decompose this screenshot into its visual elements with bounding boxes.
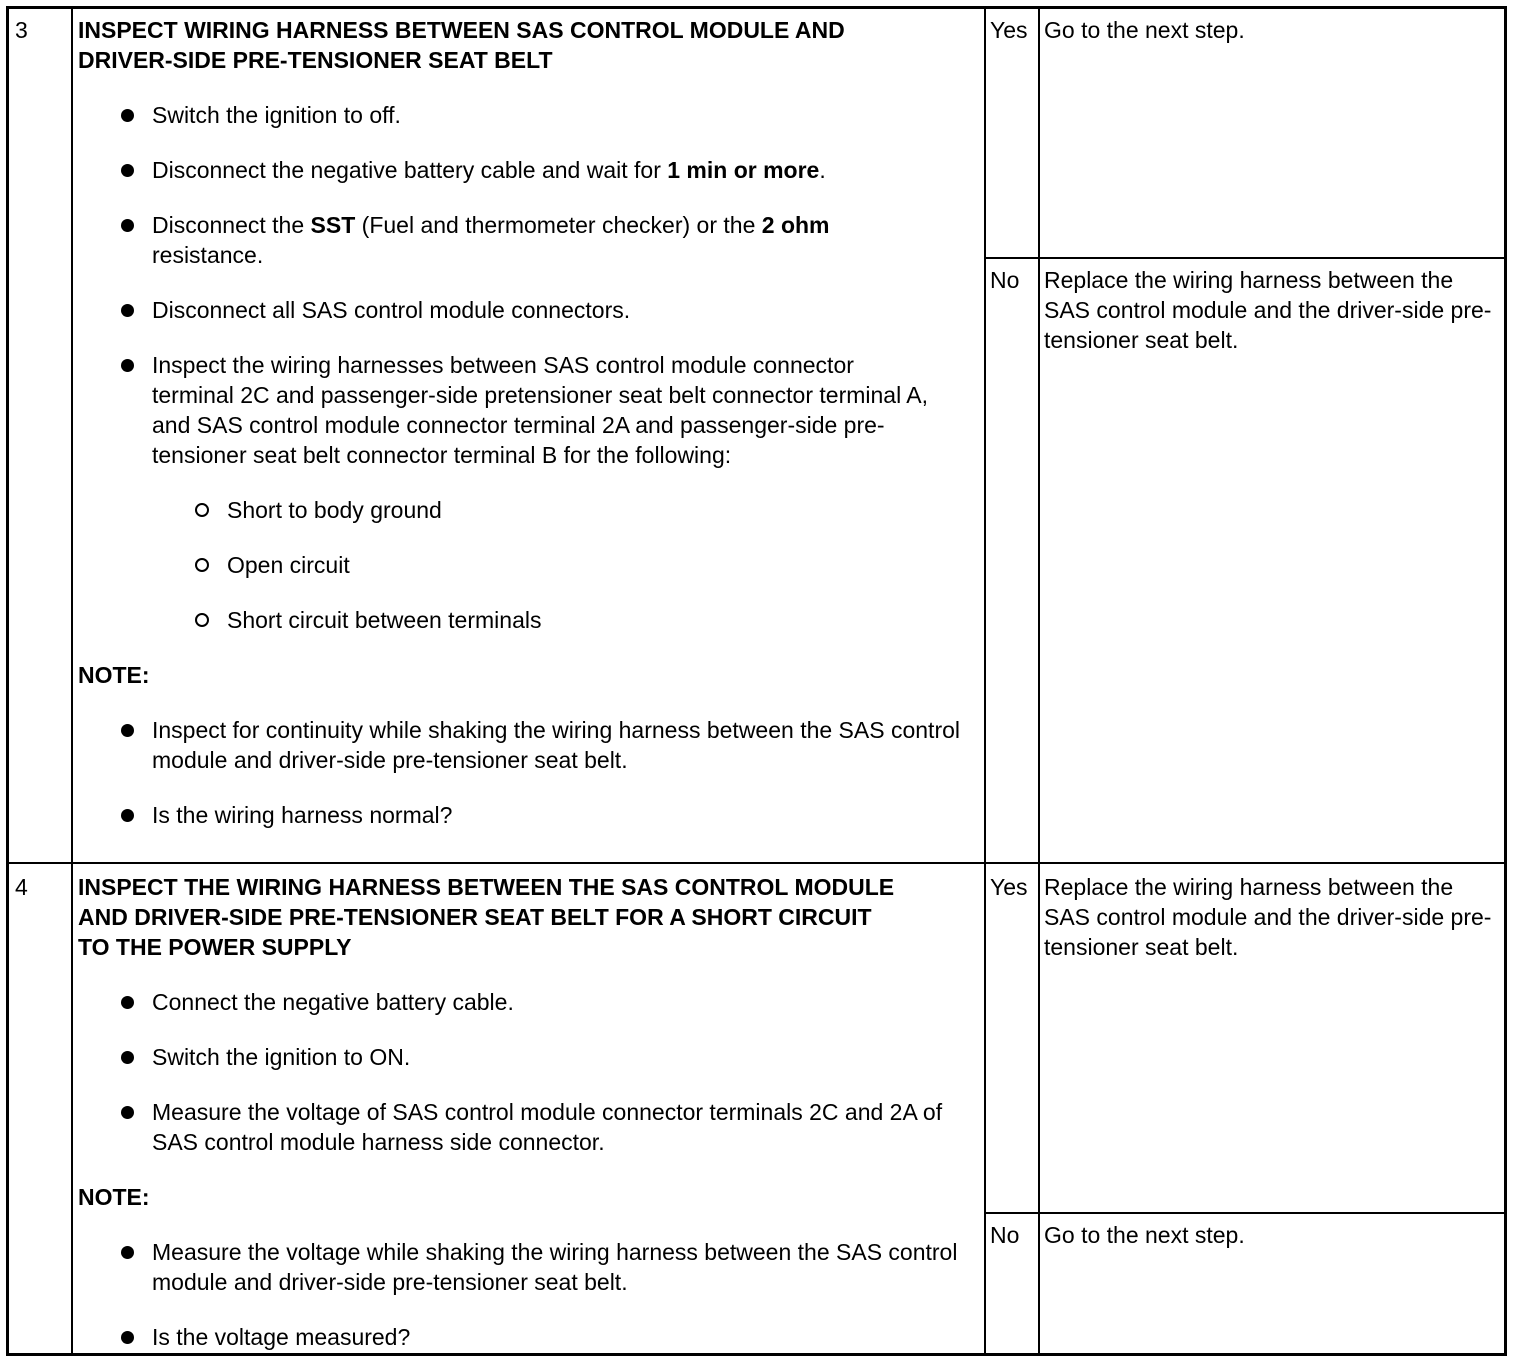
- emphasis-text: 1 min or more: [667, 157, 820, 183]
- list-item-text: .: [819, 157, 826, 183]
- step-number: 3: [15, 17, 28, 43]
- bullet-icon: [121, 109, 134, 122]
- circle-bullet-icon: [195, 503, 209, 517]
- emphasis-text: SST: [310, 212, 356, 238]
- step-3-content: [78, 15, 978, 830]
- bullet-icon: [121, 164, 134, 177]
- condition-list: [78, 495, 978, 635]
- list-item: [78, 605, 978, 635]
- list-item: [78, 1042, 978, 1072]
- note-list: [78, 715, 978, 830]
- list-item: [78, 800, 978, 830]
- list-item: [78, 295, 978, 325]
- list-item: [78, 155, 978, 185]
- list-item-text: Open circuit: [227, 552, 350, 578]
- list-item-text: Switch the ignition to off.: [152, 102, 401, 128]
- step-title-line: INSPECT WIRING HARNESS BETWEEN SAS CONTROL MODULE AND: [78, 17, 845, 43]
- no-action: Go to the next step.: [1044, 1222, 1245, 1248]
- list-item-text: Short to body ground: [227, 497, 442, 523]
- yes-no-divider: [984, 1212, 1504, 1214]
- bullet-icon: [121, 724, 134, 737]
- yes-action: Go to the next step.: [1044, 17, 1245, 43]
- bullet-icon: [121, 219, 134, 232]
- list-item: [78, 715, 978, 775]
- list-item-text: Disconnect all SAS control module connectors.: [152, 297, 631, 323]
- list-item: [78, 987, 978, 1017]
- list-item-text: Disconnect the negative battery cable and wait for: [152, 157, 668, 183]
- step-title-line: AND DRIVER-SIDE PRE-TENSIONER SEAT BELT FOR A SHORT CIRCUIT: [78, 904, 872, 930]
- list-item: [78, 210, 978, 270]
- bullet-icon: [121, 304, 134, 317]
- no-label: No: [990, 267, 1020, 293]
- yes-no-divider: [984, 257, 1504, 259]
- list-item: [78, 100, 978, 130]
- yes-label: Yes: [990, 874, 1028, 900]
- step-number: 4: [15, 874, 28, 900]
- no-label: No: [990, 1222, 1020, 1248]
- bullet-icon: [121, 1106, 134, 1119]
- bullet-icon: [121, 1331, 134, 1344]
- step-title-line: INSPECT THE WIRING HARNESS BETWEEN THE SAS CONTROL MODULE: [78, 874, 895, 900]
- step-title: [78, 872, 978, 962]
- bullet-icon: [121, 996, 134, 1009]
- yes-action: Replace the wiring harness between the SAS control module and the driver-side pre-tensioner seat belt.: [1044, 874, 1492, 960]
- column-divider: [1038, 9, 1040, 1353]
- procedure-list: [78, 100, 978, 470]
- list-item-text: Inspect the wiring harnesses between SAS control module connector terminal 2C and passenger-side pretensioner seat belt connector terminal A, and SAS control module connector terminal 2A and passenger-side pre-tensioner seat belt connector terminal B for the following:: [152, 352, 929, 468]
- list-item: [78, 495, 978, 525]
- bullet-icon: [121, 809, 134, 822]
- list-item: [78, 550, 978, 580]
- list-item-text: Switch the ignition to ON.: [152, 1044, 411, 1070]
- procedure-list: [78, 987, 978, 1157]
- step-4-content: [78, 872, 978, 1352]
- list-item-text: Connect the negative battery cable.: [152, 989, 514, 1015]
- yes-label: Yes: [990, 17, 1028, 43]
- bullet-icon: [121, 1051, 134, 1064]
- list-item: [78, 1237, 978, 1297]
- bullet-icon: [121, 359, 134, 372]
- list-item-text: resistance.: [152, 242, 264, 268]
- step-title-line: DRIVER-SIDE PRE-TENSIONER SEAT BELT: [78, 47, 553, 73]
- list-item: [78, 350, 978, 470]
- emphasis-text: 2 ohm: [761, 212, 830, 238]
- diagnostic-table: [6, 6, 1507, 1356]
- list-item-text: Short circuit between terminals: [227, 607, 542, 633]
- column-divider: [984, 9, 986, 1353]
- note-list: [78, 1237, 978, 1352]
- list-item-text: Measure the voltage of SAS control module connector terminals 2C and 2A of SAS control module harness side connector.: [152, 1099, 943, 1155]
- row-divider: [9, 862, 1504, 864]
- list-item-text: Measure the voltage while shaking the wiring harness between the SAS control module and driver-side pre-tensioner seat belt.: [152, 1239, 958, 1295]
- circle-bullet-icon: [195, 613, 209, 627]
- list-item-text: Is the voltage measured?: [152, 1324, 411, 1350]
- note-label: NOTE:: [78, 662, 150, 688]
- step-title: [78, 15, 978, 75]
- step-title-line: TO THE POWER SUPPLY: [78, 934, 352, 960]
- list-item: [78, 1097, 978, 1157]
- circle-bullet-icon: [195, 558, 209, 572]
- note-label: NOTE:: [78, 1184, 150, 1210]
- list-item-text: Inspect for continuity while shaking the wiring harness between the SAS control module and driver-side pre-tensioner seat belt.: [152, 717, 960, 773]
- list-item-text: (Fuel and thermometer checker) or the: [355, 212, 762, 238]
- bullet-icon: [121, 1246, 134, 1259]
- no-action: Replace the wiring harness between the SAS control module and the driver-side pre-tensioner seat belt.: [1044, 267, 1492, 353]
- list-item-text: Disconnect the: [152, 212, 311, 238]
- column-divider: [71, 9, 73, 1353]
- list-item-text: Is the wiring harness normal?: [152, 802, 453, 828]
- list-item: [78, 1322, 978, 1352]
